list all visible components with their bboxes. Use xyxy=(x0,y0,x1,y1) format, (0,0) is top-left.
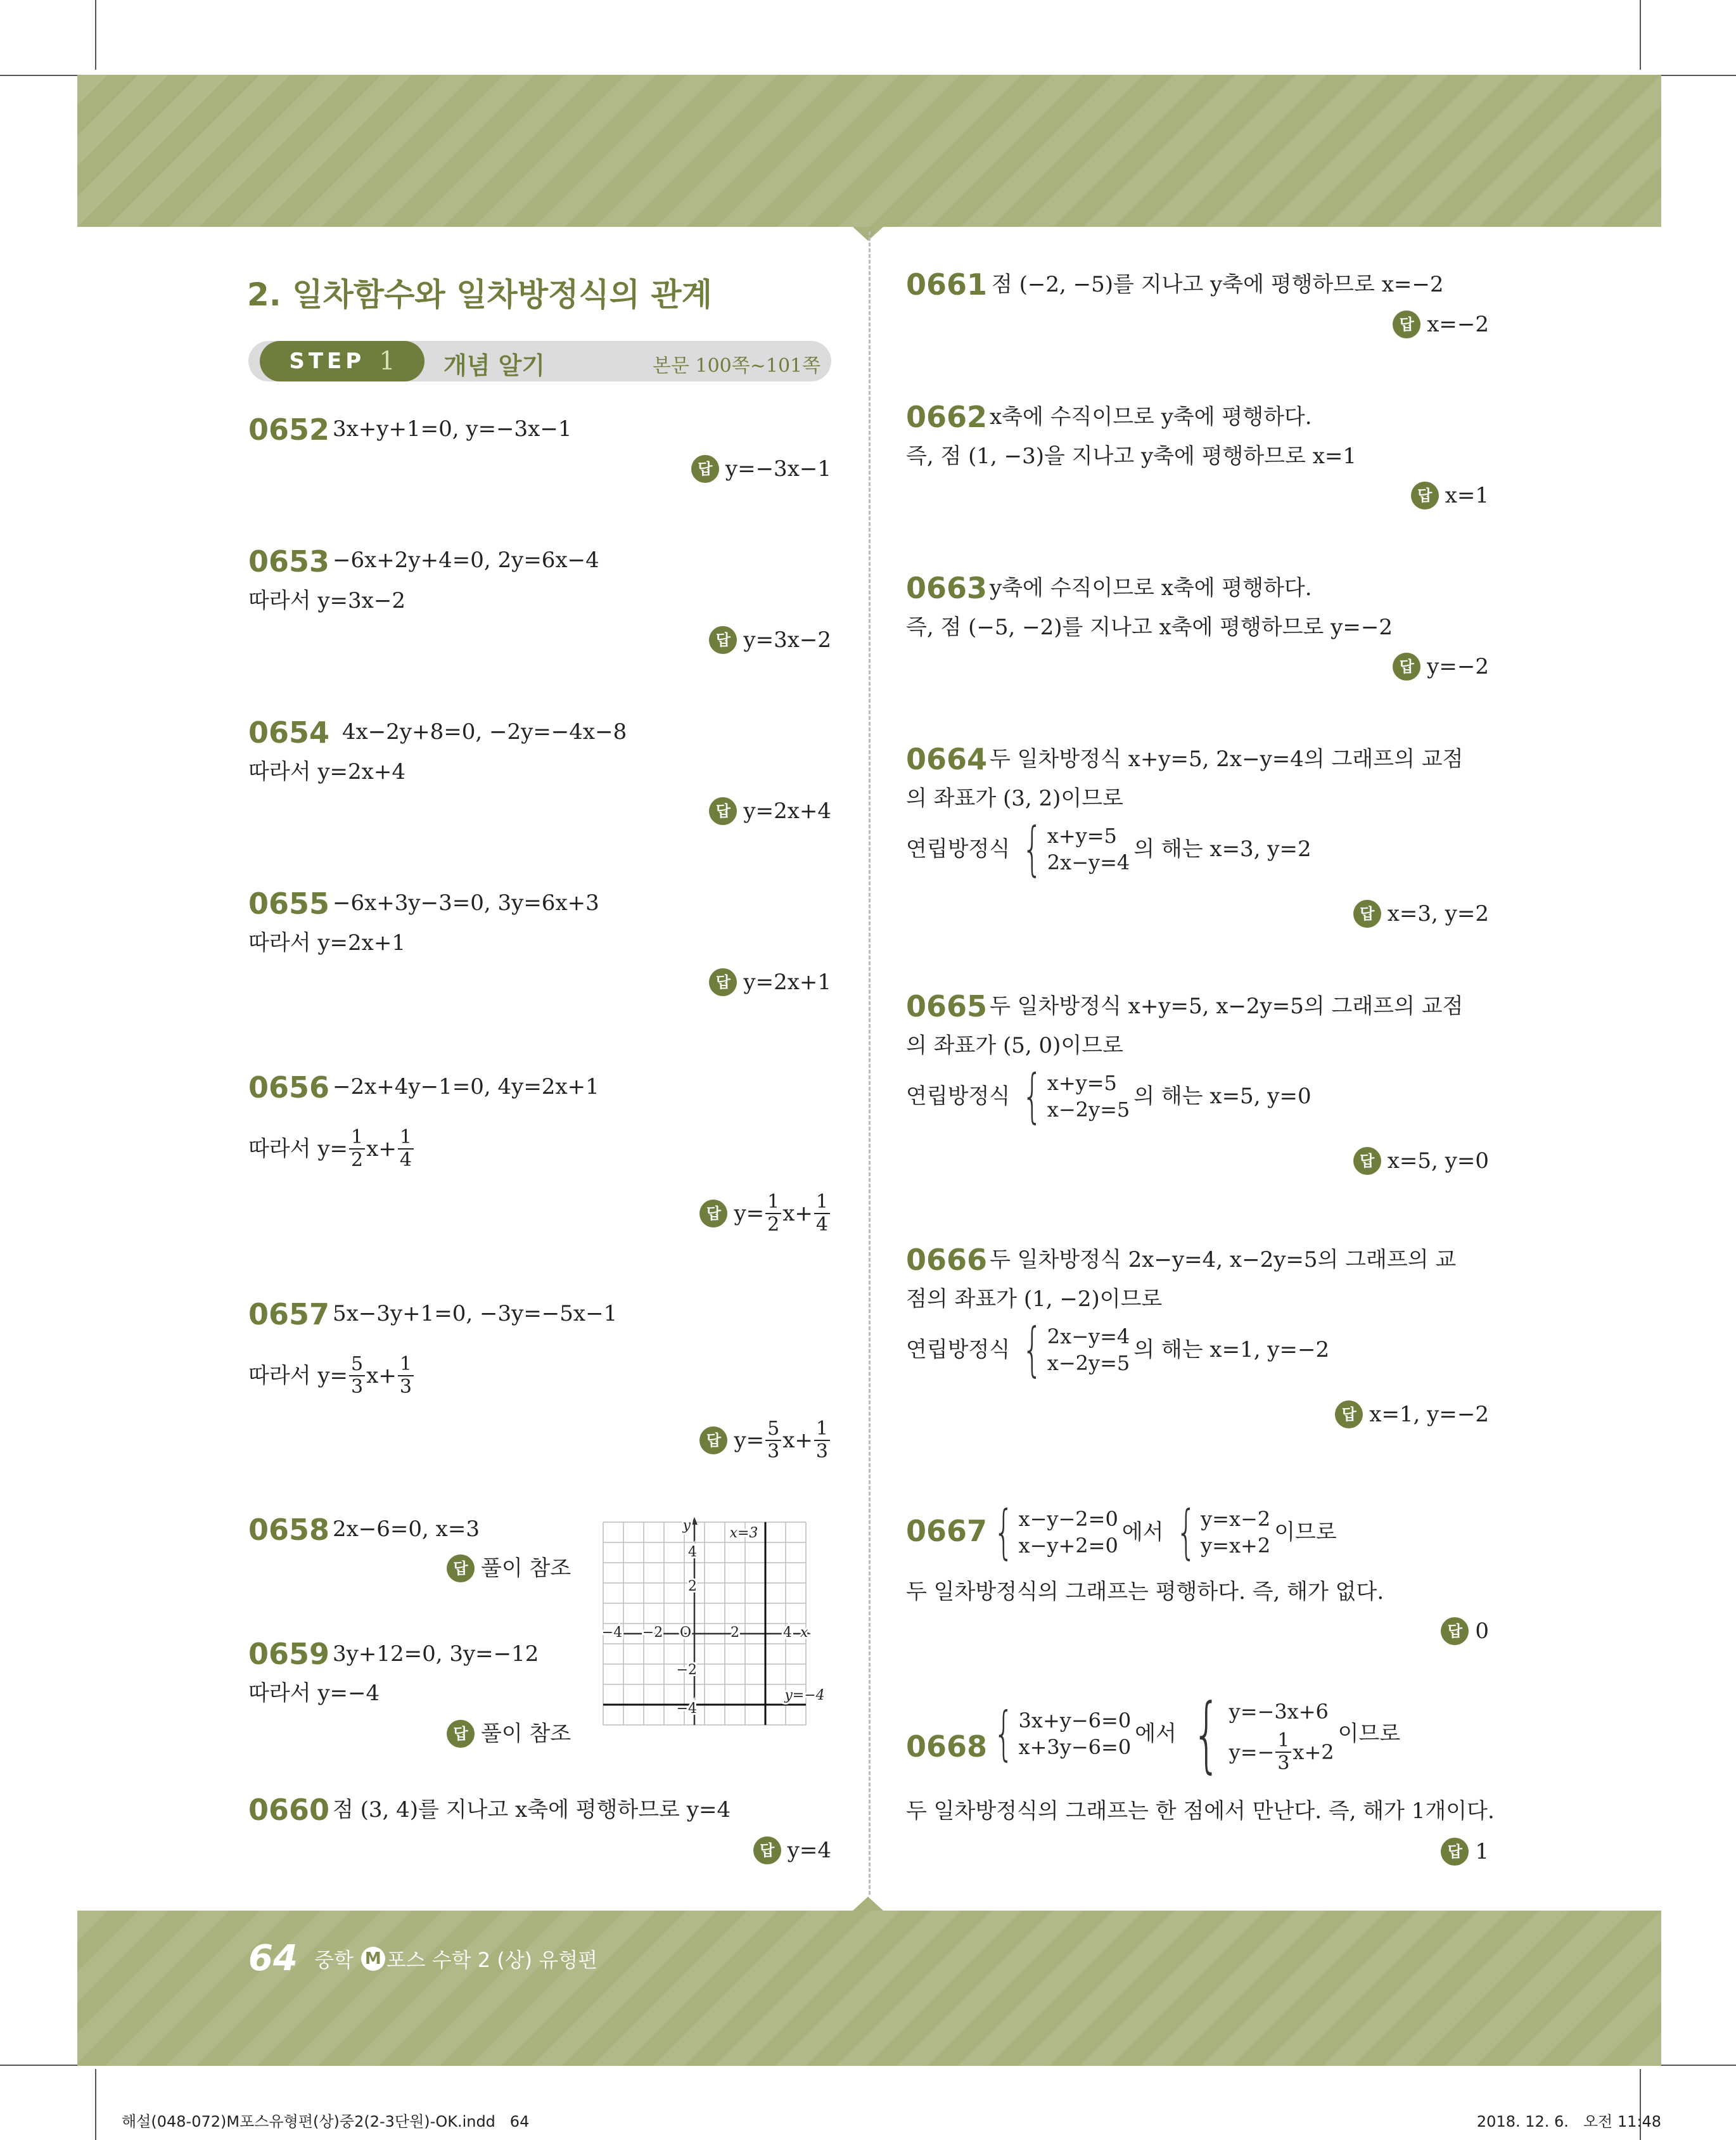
solution-line: x축에 수직이므로 y축에 평행하다. xyxy=(990,404,1312,430)
problem-number: 0668 xyxy=(906,1729,988,1764)
solution-line: 3y+12=0, 3y=−12 xyxy=(333,1641,539,1667)
tick-label: −4 xyxy=(676,1701,697,1717)
answer-badge: 답 xyxy=(691,455,719,483)
fraction: $\frac{1}{3}$ xyxy=(398,1354,414,1398)
step-label: STEP xyxy=(289,349,366,374)
solution-line: −6x+2y+4=0, 2y=6x−4 xyxy=(333,548,599,573)
page-footer xyxy=(248,1938,597,1979)
fraction: $\frac{1}{4}$ xyxy=(398,1127,414,1171)
answer-text: x=3, y=2 xyxy=(1387,901,1489,926)
answer-badge: 답 xyxy=(1353,900,1381,928)
problem-number: 0661 xyxy=(906,267,988,302)
print-file-info: 해설(048-072)M포스유형편(상)중2(2-3단원)-OK.indd 64 xyxy=(122,2113,530,2130)
problem-number: 0665 xyxy=(906,989,988,1023)
answer-text: 풀이 참조 xyxy=(481,1556,571,1581)
solution-line: 의 좌표가 (3, 2)이므로 xyxy=(906,786,1123,811)
answer-text: y=2x+1 xyxy=(743,970,831,995)
solution-line: 점 (3, 4)를 지나고 x축에 평행하므로 y=4 xyxy=(333,1797,731,1823)
problem-number: 0664 xyxy=(906,742,988,776)
y-axis-label: y xyxy=(682,1518,691,1534)
solution-line: 두 일차방정식 2x−y=4, x−2y=5의 그래프의 교 xyxy=(990,1247,1457,1272)
answer xyxy=(1441,1838,1489,1866)
answer-text: x=1, y=−2 xyxy=(1369,1402,1489,1427)
crop-mark xyxy=(1640,0,1641,70)
answer-badge: 답 xyxy=(1441,1617,1469,1645)
answer xyxy=(709,797,831,825)
answer-badge: 답 xyxy=(447,1720,475,1748)
answer: 답 y= $\frac{5}{3}$ x+ $\frac{1}{3}$ xyxy=(699,1418,831,1463)
problem-number: 0656 xyxy=(248,1070,330,1105)
answer-text: x=−2 xyxy=(1427,312,1489,337)
solution-line: 2x−6=0, x=3 xyxy=(333,1516,480,1542)
answer: 답 y= $\frac{1}{2}$ x+ $\frac{1}{4}$ xyxy=(699,1191,831,1236)
y-axis-arrow xyxy=(691,1517,698,1525)
step-page-ref: 본문 100쪽∼101쪽 xyxy=(653,355,821,377)
equation-system: { 3x+y−6=0 x+3y−6=0 xyxy=(993,1700,1132,1767)
solution-line: 두 일차방정식의 그래프는 평행하다. 즉, 해가 없다. xyxy=(906,1579,1384,1605)
equation-system: { x+y=5 x−2y=5 xyxy=(1022,1062,1130,1130)
brand-logo: M xyxy=(361,1947,385,1971)
solution-line: 점의 좌표가 (1, −2)이므로 xyxy=(906,1286,1163,1312)
simultaneous-equations: { x−y−2=0 x−y+2=0 에서 { y=x−2 y=x+2 이므로 xyxy=(985,1503,1337,1561)
fraction: $\frac{1}{2}$ xyxy=(349,1127,365,1171)
column-divider xyxy=(869,231,871,1895)
problem-number: 0654 xyxy=(248,715,330,750)
answer-badge: 답 xyxy=(1393,311,1420,338)
coordinate-graph xyxy=(589,1515,843,1743)
fraction: $\frac{1}{3}$ xyxy=(1275,1730,1291,1774)
solution-line: 두 일차방정식의 그래프는 한 점에서 만난다. 즉, 해가 1개이다. xyxy=(906,1798,1495,1824)
fraction: $\frac{1}{2}$ xyxy=(765,1191,781,1236)
problem-number: 0663 xyxy=(906,571,988,605)
answer-badge: 답 xyxy=(447,1554,475,1582)
step-pill xyxy=(260,341,424,381)
answer-badge: 답 xyxy=(1411,482,1439,509)
header-band xyxy=(77,75,1661,227)
answer-badge: 답 xyxy=(1441,1838,1469,1866)
answer-text: x=5, y=0 xyxy=(1387,1148,1489,1174)
solution-line: −2x+4y−1=0, 4y=2x+1 xyxy=(333,1074,599,1099)
answer xyxy=(1441,1617,1489,1645)
problem-number: 0655 xyxy=(248,887,330,921)
solution-line: 4x−2y+8=0, −2y=−4x−8 xyxy=(342,719,627,745)
fraction: $\frac{5}{3}$ xyxy=(349,1354,365,1398)
equation-system: { y=−3x+6 y=− $\frac{1}{3}$ x+2 xyxy=(1192,1686,1334,1782)
answer xyxy=(1411,482,1489,509)
answer-text: 풀이 참조 xyxy=(481,1721,571,1746)
print-date: 2018. 12. 6. 오전 11:48 xyxy=(1476,2113,1661,2130)
answer-badge: 답 xyxy=(699,1200,727,1227)
solution-line: 따라서 y=3x−2 xyxy=(248,588,405,613)
answer xyxy=(1335,1400,1489,1428)
equation-system: { x−y−2=0 x−y+2=0 xyxy=(993,1498,1118,1566)
brace-icon: { xyxy=(993,1700,1014,1767)
solution-line: 점 (−2, −5)를 지나고 y축에 평행하므로 x=−2 xyxy=(992,272,1444,297)
answer xyxy=(447,1554,571,1582)
tick-label: −2 xyxy=(642,1625,663,1641)
problem-number: 0666 xyxy=(906,1243,988,1277)
solution-line: 따라서 y= $\frac{5}{3}$ x+ $\frac{1}{3}$ xyxy=(248,1354,415,1398)
tick-label: 2 xyxy=(731,1625,739,1641)
solution-line: 즉, 점 (1, −3)을 지나고 y축에 평행하므로 x=1 xyxy=(906,444,1357,469)
tick-label: 2 xyxy=(688,1579,697,1594)
problem-number: 0660 xyxy=(248,1793,330,1827)
brace-icon: { xyxy=(993,1498,1014,1566)
solution-line: 따라서 y=2x+1 xyxy=(248,930,405,956)
line-label-y-4: y=−4 xyxy=(784,1688,825,1703)
crop-mark xyxy=(95,2069,96,2140)
solution-line: 즉, 점 (−5, −2)를 지나고 x축에 평행하므로 y=−2 xyxy=(906,615,1393,640)
tick-label: −2 xyxy=(676,1662,697,1678)
crop-mark xyxy=(95,0,96,70)
brace-icon: { xyxy=(1022,1316,1043,1383)
fraction: $\frac{1}{3}$ xyxy=(814,1418,830,1463)
tick-label: −4 xyxy=(601,1625,623,1641)
solution-line: y축에 수직이므로 x축에 평행하다. xyxy=(990,575,1312,601)
problem-number: 0667 xyxy=(906,1514,988,1548)
answer-badge: 답 xyxy=(709,968,737,996)
problem-number: 0653 xyxy=(248,544,330,579)
step-number: 1 xyxy=(379,347,395,376)
page-number: 64 xyxy=(248,1938,298,1979)
equation-system: { 2x−y=4 x−2y=5 xyxy=(1022,1316,1130,1383)
problem-number: 0662 xyxy=(906,400,988,434)
simultaneous-equations: { 3x+y−6=0 x+3y−6=0 에서 { y=−3x+6 y=− $\frac{1}{3}$ x+2 이므로 xyxy=(985,1693,1400,1774)
brace-icon: { xyxy=(1192,1686,1221,1782)
answer-badge: 답 xyxy=(1335,1400,1363,1428)
brace-icon: { xyxy=(1175,1498,1196,1566)
simultaneous-equations: 연립방정식 { x+y=5 2x−y=4 의 해는 x=3, y=2 xyxy=(906,815,1312,883)
answer-text: y=4 xyxy=(787,1838,831,1863)
answer-text: y=2x+4 xyxy=(743,798,831,824)
fold-notch xyxy=(853,227,883,241)
brace-icon: { xyxy=(1022,815,1043,883)
section-title: 2. 일차함수와 일차방정식의 관계 xyxy=(247,276,712,313)
line-label-x3: x=3 xyxy=(729,1525,758,1541)
problem-number: 0657 xyxy=(248,1297,330,1331)
tick-label: 4 xyxy=(688,1544,697,1560)
answer xyxy=(1393,311,1489,338)
solution-line: 5x−3y+1=0, −3y=−5x−1 xyxy=(333,1301,618,1326)
book-title-prefix: 중학 xyxy=(314,1947,354,1972)
answer-badge: 답 xyxy=(1393,653,1420,681)
simultaneous-equations: 연립방정식 { x+y=5 x−2y=5 의 해는 x=5, y=0 xyxy=(906,1062,1312,1130)
answer xyxy=(691,455,831,483)
problem-number: 0659 xyxy=(248,1637,330,1671)
fraction: $\frac{5}{3}$ xyxy=(765,1418,781,1463)
equation-system: { y=x−2 y=x+2 xyxy=(1175,1498,1271,1566)
answer-text: x=1 xyxy=(1445,483,1489,508)
answer xyxy=(709,968,831,996)
crop-mark xyxy=(1660,75,1736,76)
answer-badge: 답 xyxy=(699,1426,727,1454)
problem-number: 0652 xyxy=(248,413,330,447)
solution-line: 두 일차방정식 x+y=5, 2x−y=4의 그래프의 교점 xyxy=(990,746,1464,772)
solution-line: 3x+y+1=0, y=−3x−1 xyxy=(333,416,572,442)
fold-notch xyxy=(853,1897,883,1911)
answer xyxy=(1353,900,1489,928)
answer-text: y=−3x−1 xyxy=(725,456,831,482)
answer xyxy=(753,1836,831,1864)
solution-line: 두 일차방정식 x+y=5, x−2y=5의 그래프의 교점 xyxy=(990,994,1464,1019)
answer-badge: 답 xyxy=(1353,1147,1381,1175)
answer-text: 1 xyxy=(1475,1839,1489,1864)
brace-icon: { xyxy=(1022,1062,1043,1130)
answer-badge: 답 xyxy=(753,1836,781,1864)
solution-line: 따라서 y=−4 xyxy=(248,1681,380,1706)
answer-text: y=−2 xyxy=(1427,654,1489,679)
origin-label: O xyxy=(679,1625,692,1641)
solution-line: −6x+3y−3=0, 3y=6x+3 xyxy=(333,890,599,916)
step-title: 개념 알기 xyxy=(444,352,546,380)
equation-system: { x+y=5 2x−y=4 xyxy=(1022,815,1130,883)
answer xyxy=(709,626,831,654)
solution-line: 따라서 y=2x+4 xyxy=(248,759,405,785)
answer-text: 0 xyxy=(1475,1618,1489,1644)
solution-line: 따라서 y= $\frac{1}{2}$ x+ $\frac{1}{4}$ xyxy=(248,1127,415,1171)
grid xyxy=(603,1522,806,1725)
tick-label: 4 xyxy=(783,1625,792,1641)
answer xyxy=(1353,1147,1489,1175)
answer xyxy=(447,1720,571,1748)
footer-band xyxy=(77,1911,1661,2066)
answer-text: y=3x−2 xyxy=(743,627,831,653)
solution-line: 의 좌표가 (5, 0)이므로 xyxy=(906,1033,1123,1058)
problem-number: 0658 xyxy=(248,1513,330,1547)
answer-badge: 답 xyxy=(709,626,737,654)
simultaneous-equations: 연립방정식 { 2x−y=4 x−2y=5 의 해는 x=1, y=−2 xyxy=(906,1316,1330,1383)
crop-mark xyxy=(1660,2065,1736,2066)
answer-badge: 답 xyxy=(709,797,737,825)
fraction: $\frac{1}{4}$ xyxy=(814,1191,830,1236)
x-axis-label: x xyxy=(800,1625,808,1641)
book-title: 포스 수학 2 (상) 유형편 xyxy=(386,1947,598,1972)
answer xyxy=(1393,653,1489,681)
